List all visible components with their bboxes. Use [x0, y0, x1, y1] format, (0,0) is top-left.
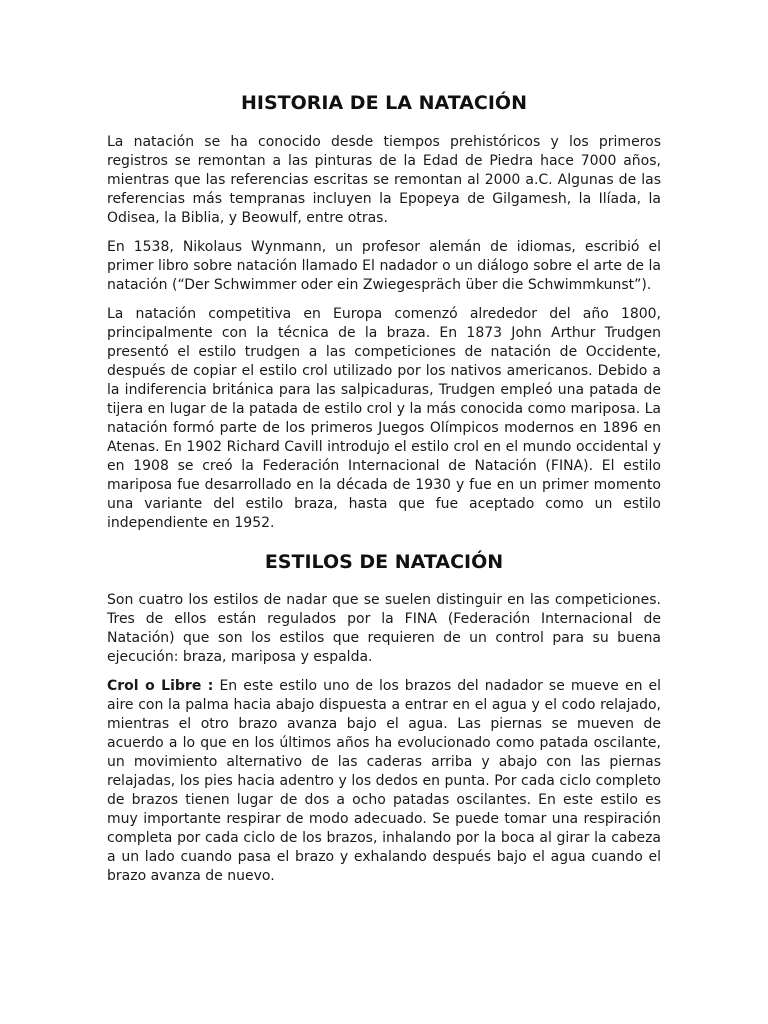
- section-title-estilos: ESTILOS DE NATACIÓN: [264, 551, 504, 573]
- crol-text: En este estilo uno de los brazos del nadador se mueve en el aire con la palma hacia abajo dispuesta a entrar en el agua y el codo relajado, mientras el otro brazo avanza bajo el agua. Las piernas se mueven de acuerdo a lo que en los últimos años ha evolucionado como patada oscilante, un movimiento alternativo de las caderas arriba y abajo con las piernas relajadas, los pies hacia adentro y los dedos en punta. Por cada ciclo completo de brazos tienen lugar de dos a ocho patadas oscilantes. En este estilo es muy importante respirar de modo adecuado. Se puede tomar una respiración completa por cada ciclo de los brazos, inhalando por la boca al girar la cabeza a un lado cuando pasa el brazo y exhalando después bajo el agua cuando el brazo avanza de nuevo.: [107, 678, 661, 884]
- section-title-historia: HISTORIA DE LA NATACIÓN: [241, 92, 527, 114]
- paragraph-styles-intro: Son cuatro los estilos de nadar que se suelen distinguir en las competiciones. Tres de ellos están regulados por la FINA (Federación Internacional de Natación) que son los estilos que requieren de un control para su buena ejecución: braza, mariposa y espalda.: [107, 592, 661, 665]
- document-page: [107, 88, 661, 896]
- paragraph-crol: [107, 677, 661, 886]
- paragraph-wynmann: En 1538, Nikolaus Wynmann, un profesor alemán de idiomas, escribió el primer libro sobre natación llamado El nadador o un diálogo sobre el arte de la natación (“Der Schwimmer oder ein Zwiegespräch über die Schwimmkunst”).: [107, 239, 661, 293]
- paragraph-origins: La natación se ha conocido desde tiempos prehistóricos y los primeros registros se remontan a las pinturas de la Edad de Piedra hace 7000 años, mientras que las referencias escritas se remontan al 2000 a.C. Algunas de las referencias más tempranas incluyen la Epopeya de Gilgamesh, la Ilíada, la Odisea, la Biblia, y Beowulf, entre otras.: [107, 134, 661, 226]
- paragraph-competitive-history: La natación competitiva en Europa comenzó alrededor del año 1800, principalmente con la técnica de la braza. En 1873 John Arthur Trudgen presentó el estilo trudgen a las competiciones de natación de Occidente, después de copiar el estilo crol utilizado por los nativos americanos. Debido a la indiferencia británica para las salpicaduras, Trudgen empleó una patada de tijera en lugar de la patada de estilo crol y la más conocida como mariposa. La natación formó parte de los primeros Juegos Olímpicos modernos en 1896 en Atenas. En 1902 Richard Cavill introdujo el estilo crol en el mundo occidental y en 1908 se creó la Federación Internacional de Natación (FINA). El estilo mariposa fue desarrollado en la década de 1930 y fue en un primer momento una variante del estilo braza, hasta que fue aceptado como un estilo independiente en 1952.: [107, 306, 661, 531]
- crol-label: Crol o Libre :: [107, 678, 214, 694]
